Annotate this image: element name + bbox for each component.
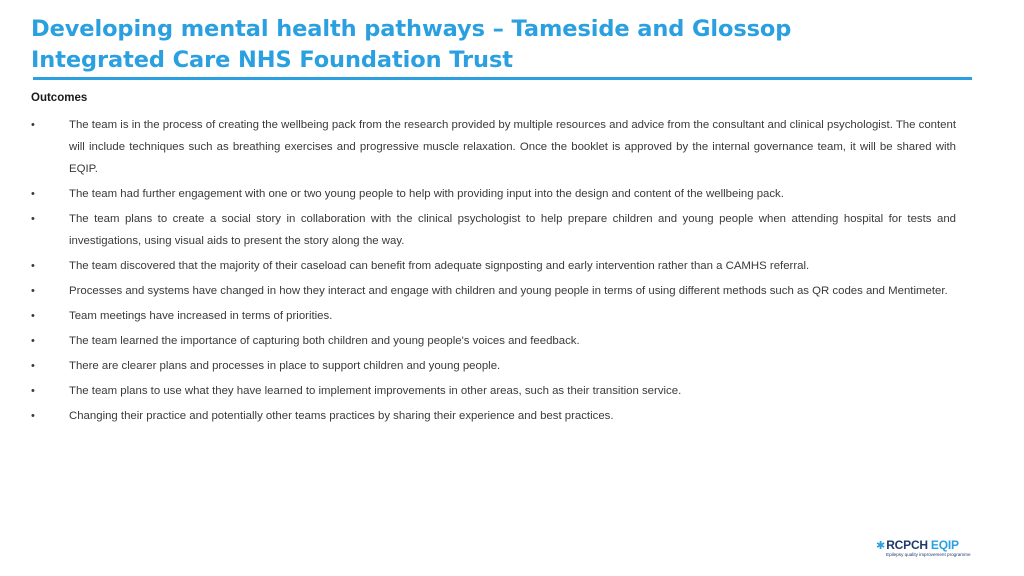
- outcomes-list: [31, 114, 956, 430]
- star-icon: ✱: [876, 540, 886, 552]
- list-item: [31, 208, 956, 252]
- bullet-icon: •: [31, 410, 35, 422]
- list-item: [31, 183, 956, 205]
- list-item: [31, 305, 956, 327]
- bullet-icon: •: [31, 335, 35, 347]
- list-item: [31, 330, 956, 352]
- bullet-icon: •: [31, 360, 35, 372]
- bullet-icon: •: [31, 260, 35, 272]
- bullet-icon: •: [31, 188, 35, 200]
- page-title-line-1: Developing mental health pathways – Tameside and Glossop: [31, 16, 792, 42]
- bullet-icon: •: [31, 385, 35, 397]
- list-item: [31, 114, 956, 180]
- bullet-icon: •: [31, 310, 35, 322]
- list-item-text: The team learned the importance of capturing both children and young people's voices and feedback.: [69, 335, 580, 347]
- list-item-text: There are clearer plans and processes in place to support children and young people.: [69, 360, 501, 372]
- list-item: [31, 355, 956, 377]
- list-item-text: The team is in the process of creating the wellbeing pack from the research provided by multiple resources and advice from the consultant and clinical psychologist. The content will include techniques such as breathing exercises and progressive muscle relaxation. Once the booklet is approved by the internal governance team, it will be shared with EQIP.: [69, 119, 956, 175]
- list-item-text: The team discovered that the majority of their caseload can benefit from adequate signposting and early intervention rather than a CAMHS referral.: [69, 260, 810, 272]
- list-item: [31, 380, 956, 402]
- list-item-text: Processes and systems have changed in how they interact and engage with children and young people in terms of using different methods such as QR codes and Mentimeter.: [69, 285, 948, 297]
- bullet-icon: •: [31, 213, 35, 225]
- bullet-icon: •: [31, 285, 35, 297]
- page-title: [31, 14, 981, 76]
- rcpch-eqip-logo: [876, 538, 976, 560]
- bullet-icon: •: [31, 119, 35, 131]
- logo-tagline: Epilepsy quality improvement programme: [886, 552, 971, 557]
- list-item-text: The team plans to create a social story in collaboration with the clinical psychologist to help prepare children and young people when attending hospital for tests and investigations, using visual aids to present the story along the way.: [69, 213, 956, 247]
- logo-rcpch-text: RCPCH: [886, 538, 928, 552]
- title-divider: [33, 77, 972, 80]
- section-heading: Outcomes: [31, 92, 88, 104]
- list-item: [31, 280, 956, 302]
- list-item-text: The team had further engagement with one or two young people to help with providing input into the design and content of the wellbeing pack.: [69, 188, 784, 200]
- list-item: [31, 255, 956, 277]
- logo-eqip-text: EQIP: [930, 538, 959, 552]
- list-item-text: Team meetings have increased in terms of priorities.: [69, 310, 333, 322]
- list-item-text: The team plans to use what they have learned to implement improvements in other areas, such as their transition service.: [69, 385, 682, 397]
- page-title-line-2: Integrated Care NHS Foundation Trust: [31, 47, 513, 73]
- list-item: [31, 405, 956, 427]
- list-item-text: Changing their practice and potentially other teams practices by sharing their experience and best practices.: [69, 410, 614, 422]
